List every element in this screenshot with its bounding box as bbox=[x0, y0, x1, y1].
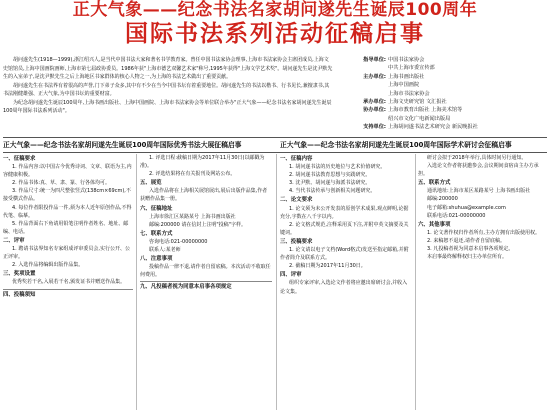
body-paragraph: 2. 作品书体:真、草、隶、篆、行各体均可。 bbox=[12, 180, 111, 187]
section-heading: 一、征稿内容 bbox=[280, 156, 313, 162]
section-heading: 一、征稿要求 bbox=[3, 156, 36, 162]
section-heading: 六、征稿地址 bbox=[140, 205, 173, 212]
body-paragraph: 组织专家评审,入选论文作者将应邀出席研讨会,并收入论文集。 bbox=[280, 280, 408, 295]
section-heading: 三、奖项设置 bbox=[3, 271, 36, 278]
body-paragraph: 1. 聘请书法界知名专家组成评审委员会,实行公开、公正评审。 bbox=[3, 246, 130, 261]
section-heading: 四、评审 bbox=[280, 272, 302, 279]
body-paragraph: 5. 作品背面右下角请用铅笔注明作者姓名、地址、邮编、电话。 bbox=[3, 220, 129, 235]
body-paragraph: 投稿作品一律不退,请作者自留底稿。本次活动不收取任何费用。 bbox=[140, 264, 271, 279]
section-heading: 九、凡投稿者视为同意本启事各项规定 bbox=[140, 281, 272, 291]
organizer-name: 上海市教育出版社 上海美术馆等 bbox=[388, 107, 463, 114]
organizer-row bbox=[352, 81, 548, 89]
body-paragraph: 1. 论文著作权归作者所有,主办方拥有出版使用权。 bbox=[427, 229, 540, 236]
section-heading: 四、投稿须知 bbox=[3, 289, 133, 299]
section-heading: 五、联系方式 bbox=[418, 180, 451, 187]
organizer-name: 上海中国画院 bbox=[388, 82, 420, 89]
organizer-role bbox=[352, 115, 388, 123]
symposium-column-2 bbox=[418, 154, 547, 410]
exhibition-column-2 bbox=[140, 154, 272, 410]
organizers-list bbox=[352, 56, 548, 138]
intro-paragraph: 胡问遂先生(1918—1999),浙江绍兴人,是当代中国书法大家和著名书学教育家。曾任中国书法家协会理事,上海市书法家协会主席团成员,上海文史馆馆员,上海中国画院画师,上海市第七届政协委员。1986年获"上海市德艺双馨艺术家"称号,1995年获得"上海文学艺术奖"。胡问遂先生是沈尹默先生的入室弟子,是沈尹默先生之后上海地区书家群体的核心人物之一,为上海的书法艺术做出了重要贡献。 bbox=[3, 57, 333, 80]
organizer-name: 上海市书法家协会 bbox=[388, 90, 430, 97]
body-paragraph: 2. 评选结果将在有关报刊及网站公布。 bbox=[149, 171, 236, 178]
intro-paragraph: 为纪念胡问遂先生诞辰100周年,上海书画出版社、上海中国画院、上海市书法家协会等单位联合举办"正大气象——纪念书法名家胡问遂先生诞辰100周年国际书法系列活动"。 bbox=[3, 99, 332, 114]
body-paragraph: 3. 沈尹默、胡问遂与海派书法研究。 bbox=[289, 180, 371, 187]
organizer-name: 中共上海市委宣传部 bbox=[388, 65, 435, 72]
organizer-row bbox=[352, 90, 548, 98]
body-paragraph: 1. 作品内容:以中国古今优秀诗词、文章、联语为主,内容健康积极。 bbox=[3, 164, 132, 179]
body-paragraph: 邮编:200000 bbox=[427, 196, 458, 203]
organizer-name: 上海文史研究馆 文汇报社 bbox=[388, 99, 447, 106]
organizer-role bbox=[352, 81, 388, 89]
body-paragraph: 入选论文作者将获邀参会,会议期间食宿由主办方承担。 bbox=[418, 163, 539, 178]
section-heading: 五、展览 bbox=[140, 180, 162, 187]
body-paragraph: 3. 凡投稿者视为同意本启事各项规定。 bbox=[427, 246, 514, 253]
symposium-subtitle: 正大气象——纪念书法名家胡问遂先生诞辰100周年国际学术研讨会征稿启事 bbox=[280, 141, 512, 149]
symposium-column-1 bbox=[280, 154, 412, 410]
body-paragraph: 电子邮箱:shuhua@example.com bbox=[427, 204, 506, 211]
body-paragraph: 2. 截稿日期为2017年11月30日。 bbox=[289, 263, 366, 270]
body-paragraph: 1. 胡问遂书法的历史地位与艺术价值研究。 bbox=[289, 164, 386, 171]
body-paragraph: 入选作品将在上海相关展馆展出,展后出版作品集,作者获赠作品集一册。 bbox=[140, 188, 268, 203]
body-paragraph: 4. 当代书法传承与创新相关问题研究。 bbox=[289, 188, 376, 195]
body-paragraph: 通讯地址:上海市某区某路某号 上海书画出版社 bbox=[427, 188, 531, 195]
organizer-row bbox=[352, 123, 548, 131]
body-paragraph: 3. 作品尺寸:统一为四尺整张竖式(138cm×69cm),不接受横式作品。 bbox=[3, 188, 131, 203]
intro-paragraph: 胡问遂先生在书法界有着很高的声誉,门下弟子众多,其中有不少在当今中国书坛有着重要地位。胡问遂先生的书法以楷书、行书见长,兼擅隶书,其书法刚健雄强、正大气象,为中国书坛的重要财富。 bbox=[3, 82, 330, 97]
exhibition-subtitle: 正大气象——纪念书法名家胡问遂先生诞辰100周年国际优秀书法大展征稿启事 bbox=[3, 141, 242, 149]
body-paragraph: 优秀奖若干名,入展若干名,颁发证书并赠送作品集。 bbox=[12, 279, 126, 286]
body-paragraph: 1. 评选日程:截稿日期为2017年11月30日(以邮戳为准)。 bbox=[140, 155, 265, 170]
organizer-role: 指导单位: bbox=[363, 57, 386, 63]
section-heading: 六、其他事项 bbox=[418, 221, 451, 228]
organizer-role bbox=[352, 64, 388, 72]
body-paragraph: 邮编:200000 请在信封上注明"投稿"字样。 bbox=[149, 221, 246, 228]
headline-title: 国际书法系列活动征稿启事 bbox=[125, 21, 425, 47]
body-paragraph: 上海市徐汇区某路某号 上海书画出版社 bbox=[149, 213, 236, 220]
organizer-row bbox=[352, 73, 548, 81]
organizer-name: 上海胡问遂书法艺术研究会 新民晚报社 bbox=[388, 124, 478, 131]
organizer-name: 上海书画出版社 bbox=[388, 73, 425, 80]
section-heading: 三、投稿要求 bbox=[280, 238, 313, 245]
organizer-name: 绍兴市文化广电新闻出版局 bbox=[388, 115, 451, 122]
organizer-role: 支持单位: bbox=[363, 124, 386, 131]
body-paragraph: 4. 每位作者限投作品一件,须为本人近年原创作品,不得代笔、临摹。 bbox=[3, 204, 132, 219]
organizer-row bbox=[352, 98, 548, 106]
intro-text bbox=[3, 56, 333, 132]
column-divider bbox=[276, 154, 277, 410]
section-heading: 七、联系方式 bbox=[140, 230, 173, 237]
body-paragraph: 本启事最终解释权归主办单位所有。 bbox=[427, 254, 508, 261]
body-paragraph: 联系电话:021-00000000 bbox=[427, 212, 486, 219]
organizer-row bbox=[352, 56, 548, 64]
body-paragraph: 2. 胡问遂书法教育思想与实践研究。 bbox=[289, 172, 371, 179]
body-paragraph: 2. 入选作品将编辑出版作品集。 bbox=[12, 262, 84, 269]
body-paragraph: 1. 论文请以电子文档(Word格式)发送至指定邮箱,并附作者简介及联系方式。 bbox=[280, 247, 409, 262]
organizer-role: 承办单位: bbox=[363, 99, 386, 106]
exhibition-column-1 bbox=[3, 154, 133, 410]
body-paragraph: 咨询电话:021-00000000 bbox=[149, 238, 208, 245]
body-paragraph: 2. 论文格式规范,注释采用页下注,并附中英文摘要及关键词。 bbox=[280, 221, 409, 236]
divider bbox=[3, 137, 547, 138]
organizer-name: 中国书法家协会 bbox=[388, 57, 425, 63]
body-paragraph: 1. 论文须为未公开发表的原创学术成果,观点鲜明,论据充分,字数在八千字以内。 bbox=[280, 205, 409, 220]
organizer-row bbox=[352, 64, 548, 72]
divider bbox=[3, 152, 547, 153]
organizer-role bbox=[352, 90, 388, 98]
organizer-row bbox=[352, 115, 548, 123]
section-heading: 二、论文要求 bbox=[280, 197, 313, 204]
body-paragraph: 研讨会拟于2018年举行,具体时间另行通知。 bbox=[427, 155, 527, 161]
column-divider bbox=[136, 154, 137, 410]
organizer-role: 主办单位: bbox=[363, 73, 386, 80]
column-divider bbox=[415, 154, 416, 410]
organizer-row bbox=[352, 106, 548, 114]
body-paragraph: 联系人:某老师 bbox=[149, 247, 181, 254]
body-paragraph: 2. 来稿恕不退还,请作者自留底稿。 bbox=[427, 237, 505, 244]
section-heading: 二、评审 bbox=[3, 237, 25, 244]
section-heading: 八、注意事项 bbox=[140, 256, 173, 263]
organizer-role: 协办单位: bbox=[363, 107, 386, 114]
headline-kicker: 正大气象——纪念书法名家胡问遂先生诞辰100周年 bbox=[72, 0, 478, 20]
